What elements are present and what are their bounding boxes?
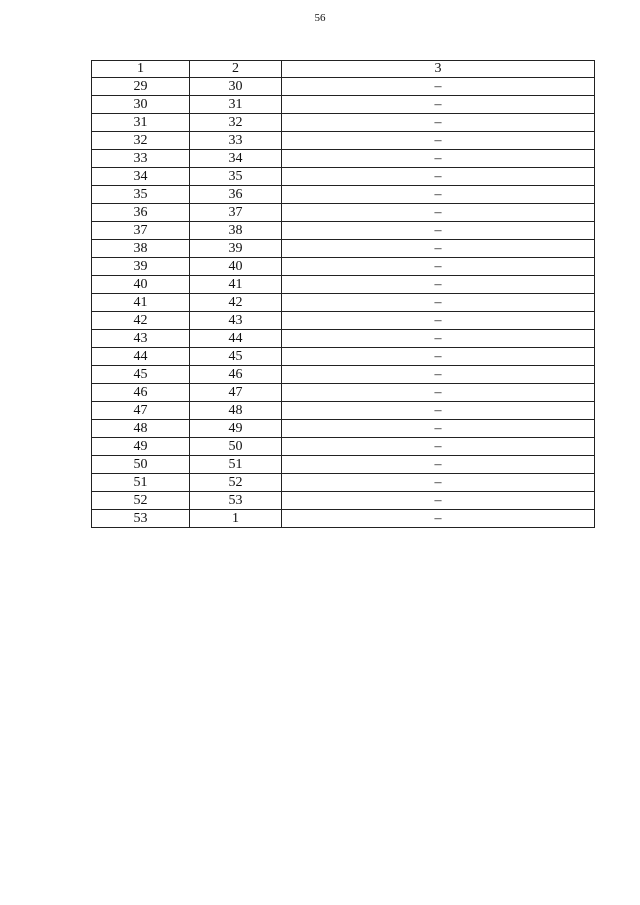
table-cell-col-1: 51 xyxy=(92,474,190,492)
table-cell-col-3: – xyxy=(282,96,595,114)
table-cell-col-1: 37 xyxy=(92,222,190,240)
table-cell-col-2: 49 xyxy=(190,420,282,438)
table-cell-col-1: 29 xyxy=(92,78,190,96)
table-cell-col-1: 49 xyxy=(92,438,190,456)
table-row xyxy=(92,258,595,276)
table-cell-col-3: – xyxy=(282,78,595,96)
table-row xyxy=(92,150,595,168)
table-cell-col-2: 1 xyxy=(190,510,282,528)
table-cell-col-3: – xyxy=(282,294,595,312)
table-cell-col-3: – xyxy=(282,114,595,132)
table-cell-col-2: 32 xyxy=(190,114,282,132)
table-cell-col-2: 33 xyxy=(190,132,282,150)
table-row xyxy=(92,78,595,96)
table-cell-col-1: 46 xyxy=(92,384,190,402)
table-cell-col-1: 38 xyxy=(92,240,190,258)
table-row xyxy=(92,510,595,528)
table-cell-col-3: – xyxy=(282,204,595,222)
table-cell-col-1: 44 xyxy=(92,348,190,366)
table-row xyxy=(92,168,595,186)
table-row xyxy=(92,96,595,114)
table-cell-col-1: 41 xyxy=(92,294,190,312)
table-cell-col-3: – xyxy=(282,420,595,438)
table-cell-col-3: – xyxy=(282,438,595,456)
table-cell-col-2: 52 xyxy=(190,474,282,492)
table-cell-col-3: – xyxy=(282,348,595,366)
table-cell-col-2: 37 xyxy=(190,204,282,222)
table-cell-col-2: 45 xyxy=(190,348,282,366)
table-row xyxy=(92,240,595,258)
table-cell-col-3: – xyxy=(282,312,595,330)
table-cell-col-2: 34 xyxy=(190,150,282,168)
table-row xyxy=(92,420,595,438)
table-cell-col-3: – xyxy=(282,240,595,258)
table-row xyxy=(92,474,595,492)
table-cell-col-2: 41 xyxy=(190,276,282,294)
table-cell-col-1: 33 xyxy=(92,150,190,168)
table-row xyxy=(92,114,595,132)
table-cell-col-3: – xyxy=(282,258,595,276)
table-row xyxy=(92,348,595,366)
table-cell-col-2: 38 xyxy=(190,222,282,240)
table-cell-col-3: – xyxy=(282,276,595,294)
table-cell-col-1: 31 xyxy=(92,114,190,132)
table-cell-col-2: 46 xyxy=(190,366,282,384)
table-cell-col-1: 50 xyxy=(92,456,190,474)
table-row xyxy=(92,312,595,330)
data-table xyxy=(91,60,595,528)
table-cell-col-3: – xyxy=(282,510,595,528)
table-cell-col-3: – xyxy=(282,150,595,168)
table-cell-col-1: 42 xyxy=(92,312,190,330)
table-cell-col-3: – xyxy=(282,384,595,402)
table-cell-col-2: 51 xyxy=(190,456,282,474)
page-number: 56 xyxy=(314,12,326,24)
table-cell-col-3: – xyxy=(282,456,595,474)
table-cell-col-2: 44 xyxy=(190,330,282,348)
table-cell-col-3: – xyxy=(282,402,595,420)
table-cell-col-2: 30 xyxy=(190,78,282,96)
table-cell-col-1: 36 xyxy=(92,204,190,222)
table-cell-col-3: – xyxy=(282,474,595,492)
table-cell-col-3: – xyxy=(282,366,595,384)
table-cell-col-1: 52 xyxy=(92,492,190,510)
table-cell-col-1: 30 xyxy=(92,96,190,114)
table-cell-col-2: 53 xyxy=(190,492,282,510)
table-cell-col-1: 53 xyxy=(92,510,190,528)
table-cell-col-1: 32 xyxy=(92,132,190,150)
table-cell-col-2: 50 xyxy=(190,438,282,456)
table-row xyxy=(92,402,595,420)
table-cell-col-1: 39 xyxy=(92,258,190,276)
table-cell-col-2: 39 xyxy=(190,240,282,258)
column-header-3: 3 xyxy=(282,61,595,78)
table-cell-col-3: – xyxy=(282,168,595,186)
table-body xyxy=(92,61,595,528)
table-cell-col-1: 47 xyxy=(92,402,190,420)
table-cell-col-3: – xyxy=(282,222,595,240)
column-header-1: 1 xyxy=(92,61,190,78)
table-cell-col-1: 43 xyxy=(92,330,190,348)
table-row xyxy=(92,456,595,474)
table-row xyxy=(92,438,595,456)
table-row xyxy=(92,276,595,294)
table-row xyxy=(92,492,595,510)
table-cell-col-2: 35 xyxy=(190,168,282,186)
table-cell-col-1: 35 xyxy=(92,186,190,204)
table-cell-col-3: – xyxy=(282,492,595,510)
table-header-row xyxy=(92,61,595,78)
table-cell-col-1: 48 xyxy=(92,420,190,438)
table-cell-col-3: – xyxy=(282,132,595,150)
table-cell-col-2: 42 xyxy=(190,294,282,312)
table-row xyxy=(92,132,595,150)
table-cell-col-2: 48 xyxy=(190,402,282,420)
table-cell-col-1: 45 xyxy=(92,366,190,384)
table-row xyxy=(92,222,595,240)
table-cell-col-3: – xyxy=(282,186,595,204)
table-cell-col-2: 31 xyxy=(190,96,282,114)
table-row xyxy=(92,384,595,402)
table-cell-col-1: 40 xyxy=(92,276,190,294)
table-cell-col-1: 34 xyxy=(92,168,190,186)
column-header-2: 2 xyxy=(190,61,282,78)
table-cell-col-2: 43 xyxy=(190,312,282,330)
table-row xyxy=(92,366,595,384)
table-row xyxy=(92,204,595,222)
table-cell-col-2: 40 xyxy=(190,258,282,276)
table-cell-col-2: 47 xyxy=(190,384,282,402)
table-cell-col-3: – xyxy=(282,330,595,348)
table-row xyxy=(92,186,595,204)
table-cell-col-2: 36 xyxy=(190,186,282,204)
table-row xyxy=(92,294,595,312)
table-row xyxy=(92,330,595,348)
